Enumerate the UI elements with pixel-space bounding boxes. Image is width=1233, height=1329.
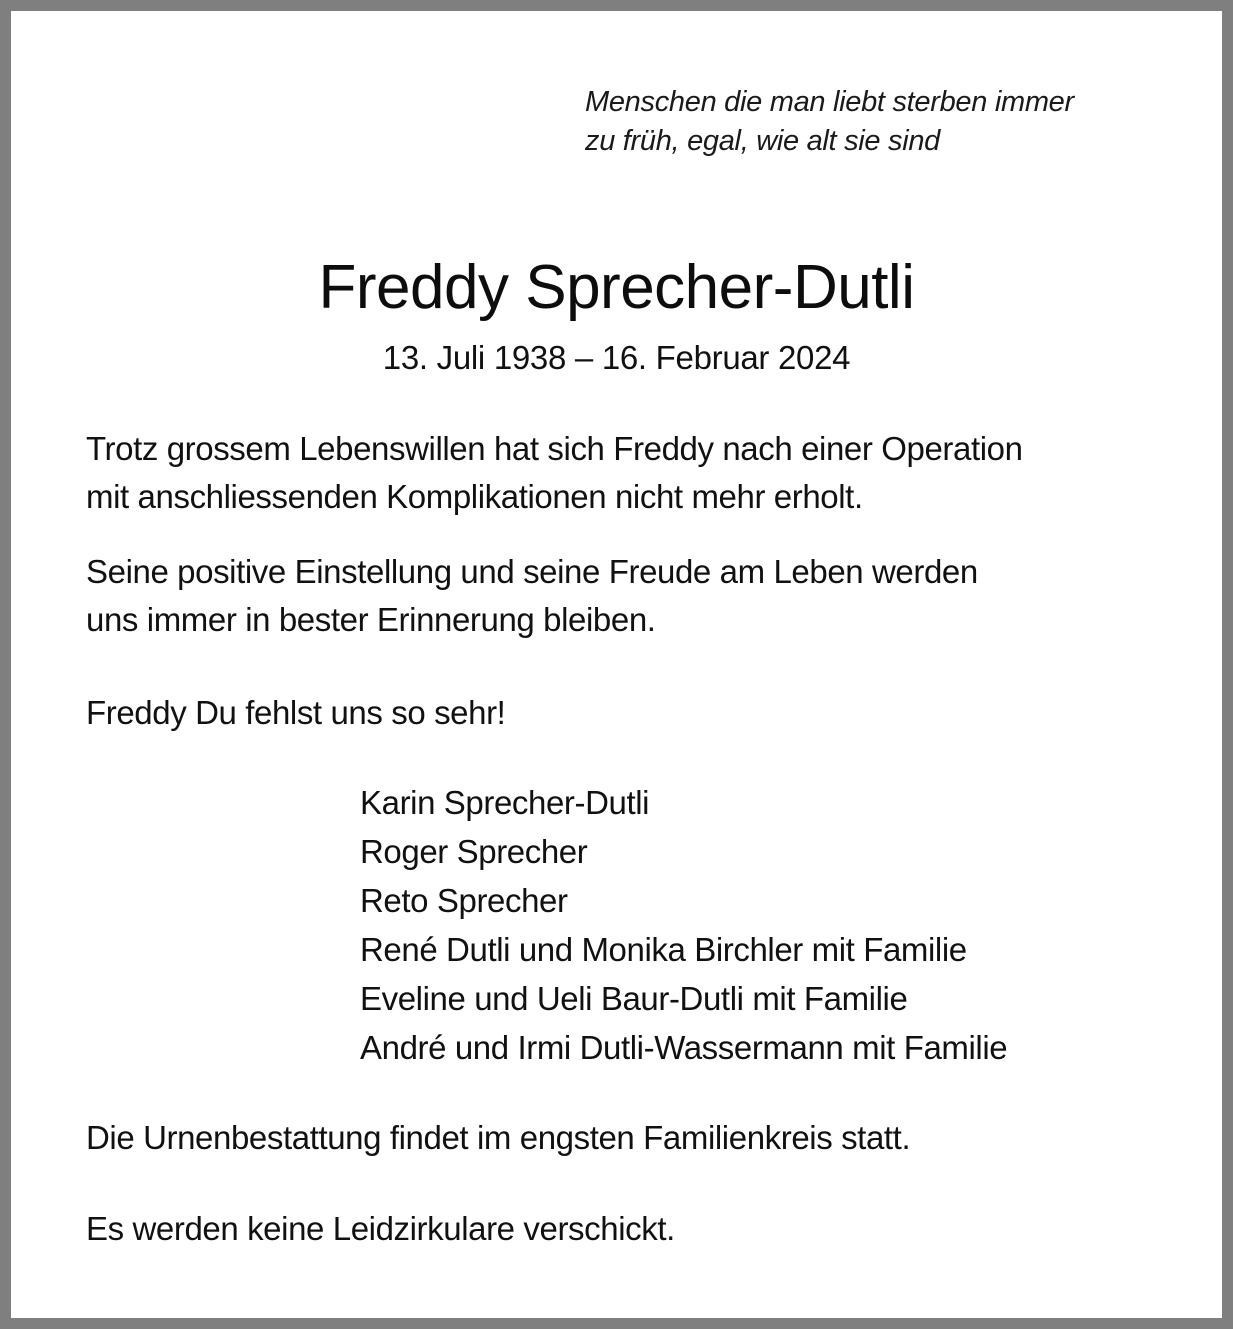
motto-quote <box>585 83 1074 161</box>
paragraph-farewell <box>86 425 1023 521</box>
burial-notice: Die Urnenbestattung findet im engsten Familienkreis statt. <box>86 1119 911 1156</box>
motto-line: Menschen die man liebt sterben immer <box>585 86 1074 118</box>
mourner-name: René Dutli und Monika Birchler mit Familie <box>360 931 967 968</box>
paragraph-memory <box>86 548 978 644</box>
paragraph-line: mit anschliessenden Komplikationen nicht mehr erholt. <box>86 478 863 515</box>
paragraph-line: uns immer in bester Erinnerung bleiben. <box>86 601 656 638</box>
deceased-name: Freddy Sprecher-Dutli <box>318 253 915 322</box>
mourner-name: André und Irmi Dutli-Wassermann mit Familie <box>360 1029 1008 1066</box>
motto-line: zu früh, egal, wie alt sie sind <box>585 125 940 157</box>
paragraph-miss-you <box>86 689 505 737</box>
mourners-list <box>360 778 1007 1072</box>
mourner-name: Eveline und Ueli Baur-Dutli mit Familie <box>360 980 908 1017</box>
no-circulars-notice: Es werden keine Leidzirkulare verschickt. <box>86 1210 675 1247</box>
life-dates: 13. Juli 1938 – 16. Februar 2024 <box>382 339 851 376</box>
paragraph-line: Seine positive Einstellung und seine Freude am Leben werden <box>86 553 978 590</box>
mourner-name: Roger Sprecher <box>360 833 588 870</box>
mourner-name: Karin Sprecher-Dutli <box>360 784 650 821</box>
mourner-name: Reto Sprecher <box>360 882 568 919</box>
paragraph-line: Trotz grossem Lebenswillen hat sich Freddy nach einer Operation <box>86 430 1023 467</box>
paragraph-line: Freddy Du fehlst uns so sehr! <box>86 694 506 731</box>
